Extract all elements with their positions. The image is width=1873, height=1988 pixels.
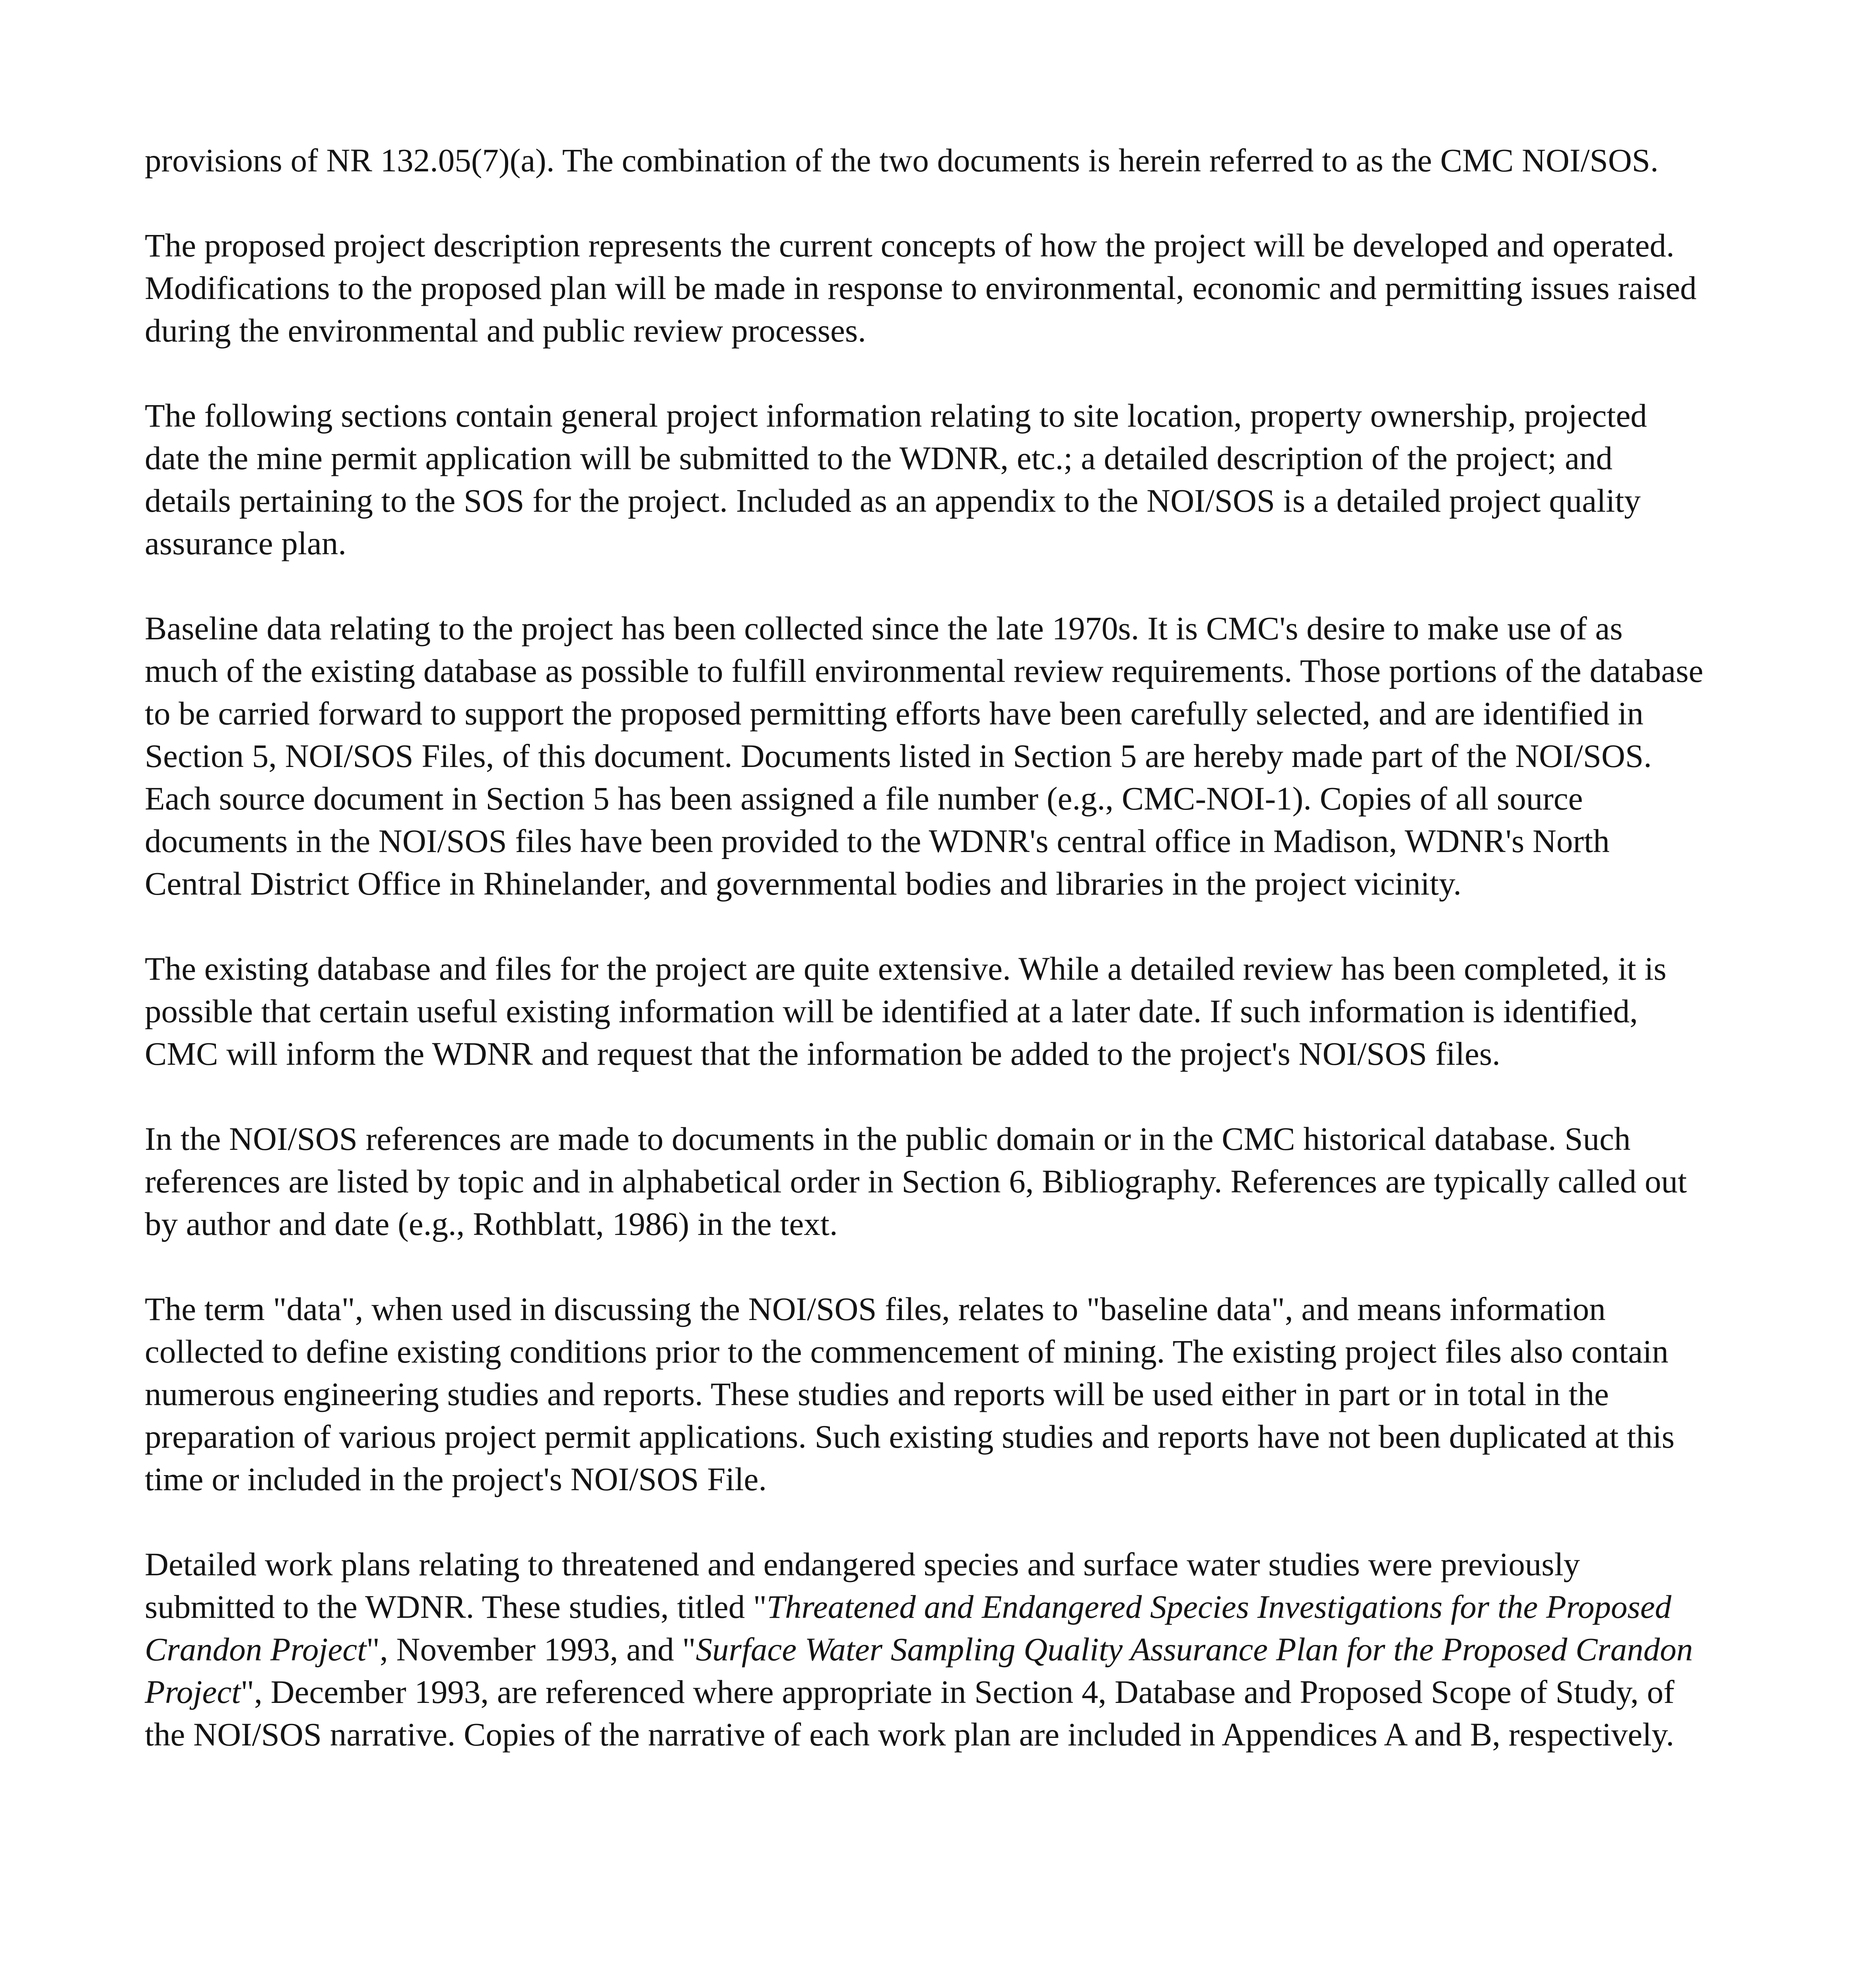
paragraph-work-plans bbox=[145, 1543, 1704, 1756]
paragraph-following-sections: The following sections contain general project information relating to site location, property ownership, projected date the mine permit application will be submitted to the WDNR, etc.; a detailed description of the project; and details pertaining to the SOS for the project. Included as an appendix to the NOI/SOS is a detailed project quality assurance plan. bbox=[145, 397, 1647, 561]
body-text bbox=[145, 139, 1704, 1756]
paragraph-project-description: The proposed project description represents the current concepts of how the project will be developed and operated. Modifications to the proposed plan will be made in response to environmental, economic and permitting issues raised during the environmental and public review processes. bbox=[145, 227, 1697, 349]
work-plans-text-3: ", December 1993, are referenced where appropriate in Section 4, Database and Proposed Scope of Study, of the NOI/SOS narrative. Copies of the narrative of each work plan are included in Appendices A and B, respectively. bbox=[145, 1673, 1675, 1753]
paragraph-term-data: The term "data", when used in discussing the NOI/SOS files, relates to "baseline data", and means information collected to define existing conditions prior to the commencement of mining. The existing project files also contain numerous engineering studies and reports. These studies and reports will be used either in part or in total in the preparation of various project permit applications. Such existing studies and reports have not been duplicated at this time or included in the project's NOI/SOS File. bbox=[145, 1291, 1675, 1497]
paragraph-baseline-data: Baseline data relating to the project has been collected since the late 1970s. It is CMC's desire to make use of as much of the existing database as possible to fulfill environmental review requirements. Those portions of the database to be carried forward to support the proposed permitting efforts have been carefully selected, and are identified in Section 5, NOI/SOS Files, of this document. Documents listed in Section 5 are hereby made part of the NOI/SOS. Each source document in Section 5 has been assigned a file number (e.g., CMC-NOI-1). Copies of all source documents in the NOI/SOS files have been provided to the WDNR's central office in Madison, WDNR's North Central District Office in Rhinelander, and governmental bodies and libraries in the project vicinity. bbox=[145, 610, 1704, 902]
paragraph-existing-database: The existing database and files for the project are quite extensive. While a detailed review has been completed, it is possible that certain useful existing information will be identified at a later date. If such information is identified, CMC will inform the WDNR and request that the information be added to the project's NOI/SOS files. bbox=[145, 950, 1667, 1072]
paragraph-references: In the NOI/SOS references are made to documents in the public domain or in the CMC historical database. Such references are listed by topic and in alphabetical order in Section 6, Bibliography. References are typically called out by author and date (e.g., Rothblatt, 1986) in the text. bbox=[145, 1120, 1687, 1242]
work-plan-title-species: Threatened and Endangered Species Investigations for the Proposed Crandon Project bbox=[145, 1588, 1672, 1668]
work-plans-text-1: Detailed work plans relating to threatened and endangered species and surface water studies were previously submitted to the WDNR. These studies, titled " bbox=[145, 1546, 1580, 1625]
work-plans-text-2: ", November 1993, and " bbox=[366, 1631, 696, 1668]
paragraph-nr-provisions: provisions of NR 132.05(7)(a). The combination of the two documents is herein referred to as the CMC NOI/SOS. bbox=[145, 142, 1659, 179]
work-plan-title-surface-water: Surface Water Sampling Quality Assurance Plan for the Proposed Crandon Project bbox=[145, 1631, 1693, 1710]
